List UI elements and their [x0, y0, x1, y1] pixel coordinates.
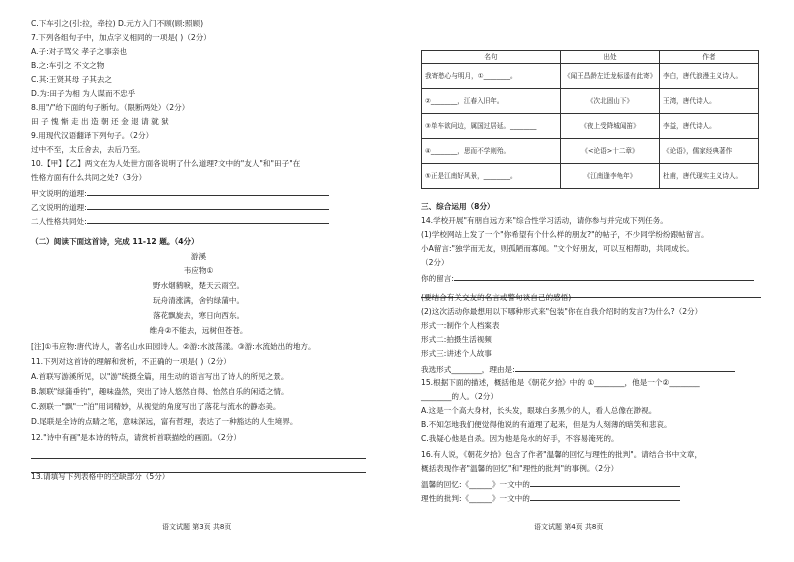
q11-option-a: A.首联写游溪所见，以"游"统摄全篇，用生动的语言写出了诗人的所见之景。 [31, 372, 289, 381]
poem-line-1: 野水烟鹤唳，楚天云雨空。 [152, 281, 245, 290]
q15-desc-a: A.这是一个高大身材，长头发，眼球白多黑少的人，看人总像在渺视。 [421, 406, 657, 415]
table-row [422, 89, 759, 114]
q12-stem: 12."诗中有画"是本诗的特点，请赏析首联描绘的画面。（2分） [31, 433, 241, 442]
table-cell: 李白，唐代浪漫主义诗人。 [660, 64, 759, 89]
table-cell: 《闻王昌龄左迁龙标遥有此寄》 [561, 64, 660, 89]
answer-blank[interactable] [87, 187, 329, 196]
q10-stem: 10.【甲】【乙】两文在为人处世方面各说明了什么道理?文中的"友人"和"田子"在 [31, 159, 301, 168]
table-cell: 《<论语>十二章》 [561, 139, 660, 164]
table-header: 名句 [422, 51, 561, 64]
answer-line-jia: 甲文说明的道理: [31, 187, 329, 199]
form-option-3: 形式三:讲述个人故事 [421, 349, 492, 358]
q16-stem-2: 概括表现作者"温馨的回忆"和"理性的批判"的事例。（2分） [421, 464, 619, 473]
section2-title: （二）阅读下面这首诗，完成 11-12 题。（4分） [31, 237, 199, 246]
q8-sentence: 田 子 愧 惭 走 出 造 朝 还 金 退 请 就 狱 [31, 117, 169, 126]
right-page [397, 0, 794, 562]
q11-stem: 11.下列对这首诗的理解和赏析，不正确的一项是( )（2分） [31, 357, 231, 366]
poem-line-3: 落花飘旋去，寒日向西东。 [152, 311, 245, 320]
q7-option-c: C.其:王贤其母 子其去之 [31, 75, 113, 84]
q15-stem-2: ________的人。（2分） [421, 392, 498, 401]
q11-option-b: B.颔联"绿蒲垂钓"，趣味盎然，突出了诗人悠然自得、怡然自乐的闲适之情。 [31, 387, 289, 396]
q14-part2: (2)这次活动你最想用以下哪种形式来"包装"你在自我介绍时的发言?为什么?（2分） [421, 307, 703, 316]
table-cell[interactable]: ②________，江春入旧年。 [422, 89, 561, 114]
answer-line-yi: 乙文说明的道理: [31, 201, 329, 213]
table-header: 作者 [660, 51, 759, 64]
table-header: 出处 [561, 51, 660, 64]
q7-option-b: B.之:车引之 不文之物 [31, 61, 105, 70]
q7-stem: 7.下列各组句子中，加点字义相同的一项是( )（2分） [31, 33, 211, 42]
memory-blank[interactable] [530, 478, 680, 487]
table-cell: 《论语》，儒家经典著作 [660, 139, 759, 164]
form-option-1: 形式一:制作个人档案表 [421, 321, 500, 330]
q16-rational-critique: 理性的批判:《______》一文中的 [421, 492, 680, 504]
q15-desc-b: B.不知怎地我们便觉得他说的有道理了起来，但是为人刻薄的暗笑和悲哀。 [421, 420, 672, 429]
critique-blank[interactable] [530, 492, 680, 501]
poem-table [421, 50, 759, 189]
table-cell: 《夜上受降城闻笛》 [561, 114, 660, 139]
table-header-row [422, 51, 759, 64]
q14-part1: (1)学校网站上发了一个"你希望有个什么样的朋友?"的帖子，不少同学纷纷跟帖留言。 [421, 230, 709, 239]
q10-stem-2: 性格方面有什么共同之处?（3分） [31, 173, 147, 182]
q15-stem: 15.根据下面的描述，概括他是《朝花夕拾》中的 ①________，他是一个②________ [421, 378, 700, 387]
table-row [422, 64, 759, 89]
table-cell[interactable]: 我寄愁心与明月，①________。 [422, 64, 561, 89]
section3-title: 三、综合运用（8分） [421, 202, 495, 211]
form-option-2: 形式二:拍摄生活视频 [421, 335, 492, 344]
q14-xiao-a: 小A留言:"独学而无友，则孤陋而寡闻。"文个好朋友，可以互相帮助，共同成长。 [421, 244, 694, 253]
q15-desc-c: C.我疑心他是自杀。因为他是凫水的好手，不容易淹死的。 [421, 434, 619, 443]
q14-hint: (要结合有关交友的名言或警句谈自己的感悟) [421, 293, 572, 302]
q14-stem: 14.学校开展"有朋自远方来"综合性学习活动，请你参与并完成下列任务。 [421, 216, 668, 225]
q16-warm-memory: 温馨的回忆:《______》一文中的 [421, 478, 680, 490]
q11-option-c: C.颈联一"飘"一"泊"用词精妙，从视觉的角度写出了落花与流水的静态美。 [31, 402, 281, 411]
table-cell[interactable]: ⑤正是江南好风景，________。 [422, 164, 561, 189]
table-cell: 李益，唐代诗人。 [660, 114, 759, 139]
table-cell: 王湾，唐代诗人。 [660, 89, 759, 114]
q6-option-cd: C.下车引之(引:拉，牵拉) D.元方入门不顾(顾:照顾) [31, 19, 204, 28]
answer-blank[interactable] [87, 201, 329, 210]
q13-stem: 13.请填写下列表格中的空缺部分（5分） [31, 472, 170, 481]
poem-line-4: 维舟②不能去，远树但苍苍。 [149, 326, 248, 335]
page-footer: 语文试题 第4页 共8页 [534, 523, 604, 531]
q8-stem: 8.用"/"给下面的句子断句。（限断两处）（2分） [31, 103, 190, 112]
q7-option-d: D.为:田子为相 为人谋而不忠乎 [31, 89, 136, 98]
table-row [422, 114, 759, 139]
q14-choice: 我选形式________，理由是: [421, 363, 735, 375]
q11-option-d: D.尾联是全诗的点睛之笔，意味深远，富有哲理，表达了一种豁达的人生境界。 [31, 417, 298, 426]
reason-blank[interactable] [515, 363, 735, 372]
page-footer: 语文试题 第3页 共8页 [162, 523, 232, 531]
q16-stem: 16.有人说，《朝花夕拾》包含了作者"温馨的回忆与理性的批判"。请结合书中文章， [421, 450, 703, 459]
table-cell[interactable]: ④________，思而不学则殆。 [422, 139, 561, 164]
answer-line-common: 二人性格共同处: [31, 215, 329, 227]
q12-answer-line[interactable] [31, 450, 366, 459]
q9-sentence: 过中不至，太丘舍去，去后乃至。 [31, 145, 145, 154]
answer-blank[interactable] [87, 215, 329, 224]
poem-title: 游溪 [190, 252, 207, 261]
table-cell[interactable]: ③单车欲问边，属国过居延。________ [422, 114, 561, 139]
table-cell: 《次北固山下》 [561, 89, 660, 114]
table-row [422, 139, 759, 164]
table-cell: 杜甫，唐代现实主义诗人。 [660, 164, 759, 189]
poem-line-2: 玩舟清涨满，舍钓绿蒲中。 [152, 296, 245, 305]
q7-option-a: A.子:对子骂父 孝子之事亲也 [31, 47, 127, 56]
poem-author: 韦应物① [183, 266, 214, 275]
q14-your-message: 你的留言: [421, 272, 754, 284]
table-row [422, 164, 759, 189]
q9-stem: 9.用现代汉语翻译下列句子。（2分） [31, 131, 154, 140]
table-cell: 《江南逢李龟年》 [561, 164, 660, 189]
q14-points: （2分） [421, 258, 449, 267]
message-blank[interactable] [454, 272, 754, 281]
poem-note: [注]①韦应物:唐代诗人，著名山水田园诗人。②游:水波荡漾。③游:水流始出的地方。 [31, 342, 316, 351]
